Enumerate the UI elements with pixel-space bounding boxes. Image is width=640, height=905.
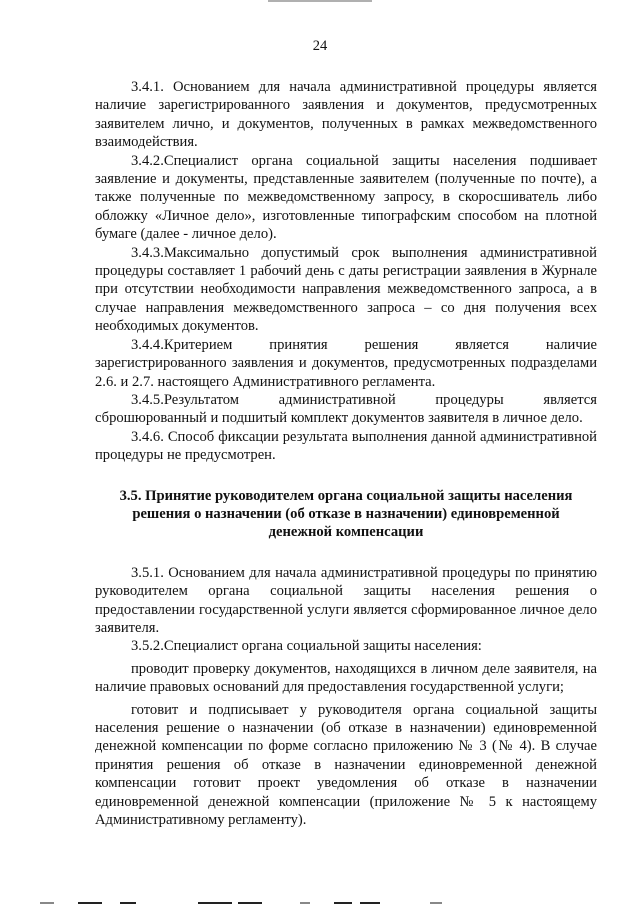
scan-mark xyxy=(238,902,262,904)
scan-mark xyxy=(334,902,352,904)
paragraph-check-documents: проводит проверку документов, находящихся в личном деле заявителя, на наличие правовых оснований для предоставления государственной услуги; xyxy=(95,660,597,696)
scan-mark xyxy=(300,902,310,904)
document-body xyxy=(95,78,597,829)
paragraph-3-5-1: 3.5.1. Основанием для начала административной процедуры по принятию руководителем органа социальной защиты населения решения о предоставлении государственной услуги является сформированное личное дело заявителя. xyxy=(95,564,597,636)
paragraph-3-4-6: 3.4.6. Способ фиксации результата выполнения данной административной процедуры не предусмотрен. xyxy=(95,428,597,464)
paragraph-3-4-3: 3.4.3.Максимально допустимый срок выполнения административной процедуры составляет 1 рабочий день с даты регистрации заявления в Журнале при отсутствии необходимости направления межведомственного запроса, а в случае направления межведомственного запроса – со дня получения всех необходимых документов. xyxy=(95,244,597,335)
scan-mark xyxy=(360,902,380,904)
scan-mark xyxy=(198,902,232,904)
scan-mark xyxy=(430,902,442,904)
paragraph-3-4-2: 3.4.2.Специалист органа социальной защиты населения подшивает заявление и документы, представленные заявителем (полученные по почте), а также полученные по межведомственному запросу, в скоросшиватель либо обложку «Личное дело», изготовленные типографским способом на плотной бумаге (далее - личное дело). xyxy=(95,152,597,243)
paragraph-prepare-decision: готовит и подписывает у руководителя органа социальной защиты населения решение о назначении (об отказе в назначении) единовременной денежной компенсации по форме согласно приложению № 3 (№ 4). В случае принятия решения об отказе в назначении единовременной денежной компенсации готовит проект уведомления об отказе в назначении единовременной денежной компенсации (приложение № 5 к настоящему Административному регламенту). xyxy=(95,701,597,829)
paragraph-3-4-4: 3.4.4.Критерием принятия решения является наличие зарегистрированного заявления и документов, предусмотренных подразделами 2.6. и 2.7. настоящего Административного регламента. xyxy=(95,336,597,390)
scan-mark xyxy=(40,902,54,904)
paragraph-3-4-1: 3.4.1. Основанием для начала административной процедуры является наличие зарегистрированного заявления и документов, предусмотренных заявителем лично, и документов, полученных в рамках межведомственного взаимодействия. xyxy=(95,79,597,151)
page-number: 24 xyxy=(312,38,328,54)
scan-top-mark xyxy=(268,0,372,2)
paragraph-3-5-2: 3.5.2.Специалист органа социальной защиты населения: xyxy=(131,638,482,655)
scan-mark xyxy=(120,902,136,904)
section-heading-3-5: 3.5. Принятие руководителем органа социальной защиты населения решения о назначении (об отказе в назначении) единовременной денежной компенсации xyxy=(119,487,573,541)
scan-bottom-marks xyxy=(0,899,640,905)
paragraph-3-4-5: 3.4.5.Результатом административной процедуры является сброшюрованный и подшитый комплект документов заявителя в личное дело. xyxy=(95,391,597,427)
scan-mark xyxy=(78,902,102,904)
